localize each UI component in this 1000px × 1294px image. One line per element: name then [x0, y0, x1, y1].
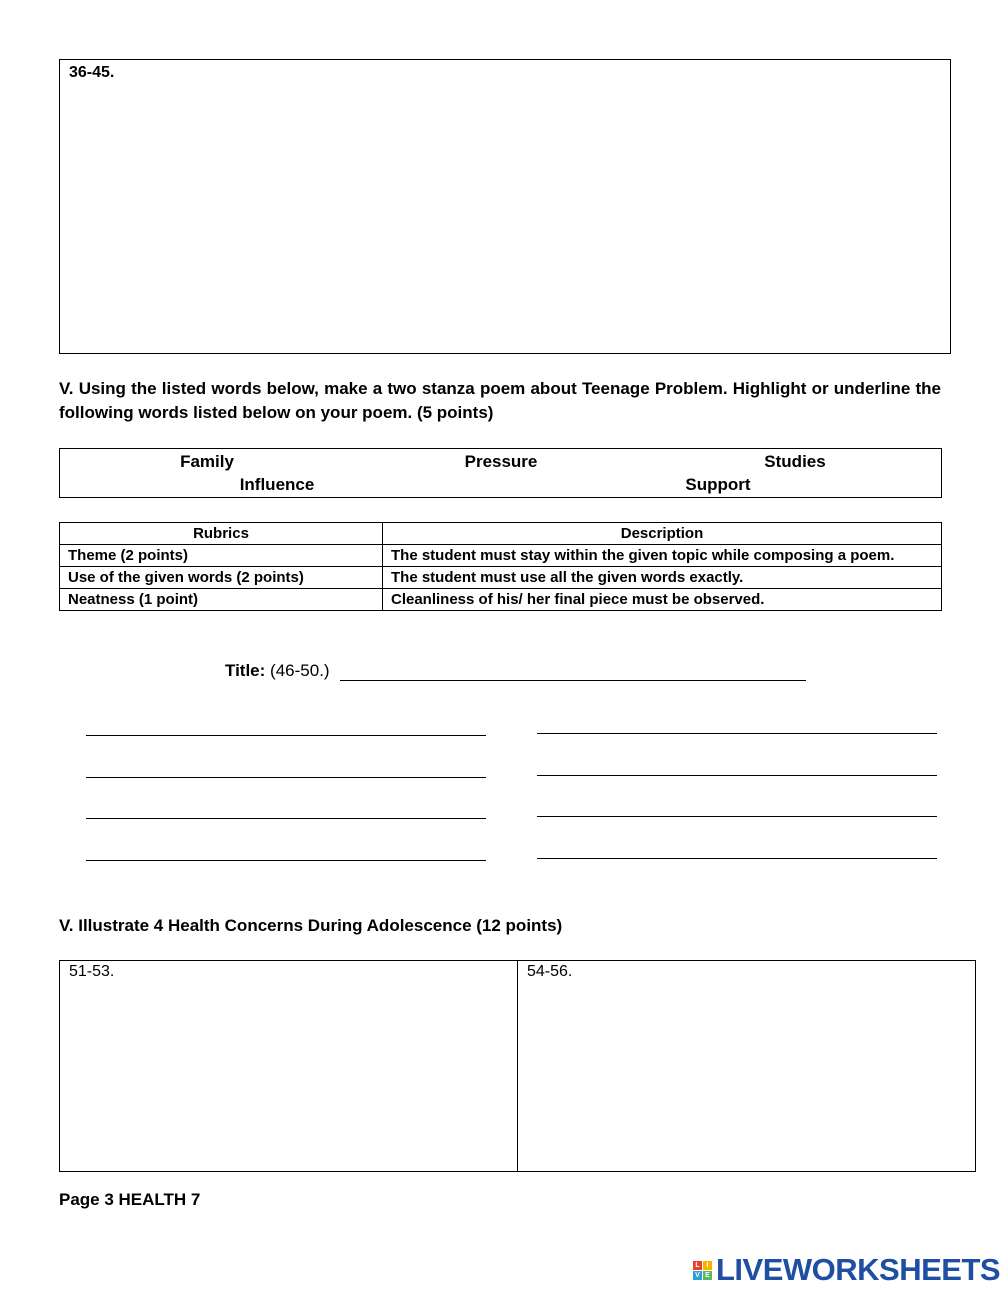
illustration-cell-51-53[interactable] — [60, 961, 518, 1171]
poem-title-label: Title: — [225, 661, 266, 680]
rubric-row — [60, 589, 942, 611]
poem-line-stanza2-3[interactable] — [537, 816, 937, 817]
poem-line-stanza1-1[interactable] — [86, 735, 486, 736]
logo-tile: L — [693, 1261, 702, 1270]
rubric-criterion: Theme (2 points) — [60, 545, 383, 567]
logo-tile: V — [693, 1271, 702, 1280]
liveworksheets-logo-icon — [693, 1261, 712, 1280]
word-support: Support — [685, 475, 751, 494]
poem-title-field — [225, 660, 806, 681]
section-v-instruction: V. Using the listed words below, make a two stanza poem about Teenage Problem. Highlight or underline the following words listed below on your poem. (5 points) — [59, 379, 941, 422]
rubric-criterion: Neatness (1 point) — [60, 589, 383, 611]
illustration-box — [59, 960, 976, 1172]
page-footer: Page 3 HEALTH 7 — [59, 1190, 201, 1209]
rubric-row — [60, 545, 942, 567]
liveworksheets-logo — [693, 1254, 1000, 1286]
illustration-cell-label: 54-56. — [527, 963, 573, 980]
word-studies: Studies — [764, 452, 826, 471]
poem-title-blank[interactable] — [340, 660, 806, 681]
poem-line-stanza2-2[interactable] — [537, 775, 937, 776]
poem-line-stanza1-3[interactable] — [86, 818, 486, 819]
poem-line-stanza1-4[interactable] — [86, 860, 486, 861]
rubric-header-rubrics: Rubrics — [60, 523, 383, 545]
rubric-criterion: Use of the given words (2 points) — [60, 567, 383, 589]
word-list-box — [59, 448, 942, 498]
illustration-cell-54-56[interactable] — [518, 961, 975, 1171]
answer-box-label: 36-45. — [69, 64, 115, 81]
poem-line-stanza2-1[interactable] — [537, 733, 937, 734]
section-v-illustrate-instruction: V. Illustrate 4 Health Concerns During Adolescence (12 points) — [59, 916, 563, 935]
poem-title-items: (46-50.) — [270, 661, 330, 680]
word-pressure: Pressure — [464, 452, 538, 471]
logo-tile: I — [703, 1261, 712, 1270]
illustration-cell-label: 51-53. — [69, 963, 115, 980]
liveworksheets-logo-text: LIVEWORKSHEETS — [716, 1252, 1000, 1287]
rubric-description: The student must stay within the given topic while composing a poem. — [383, 545, 942, 567]
rubric-table — [59, 522, 942, 611]
rubric-description: Cleanliness of his/ her final piece must be observed. — [383, 589, 942, 611]
word-influence: Influence — [239, 475, 315, 494]
word-family: Family — [180, 452, 234, 471]
rubric-header-row — [60, 523, 942, 545]
poem-line-stanza1-2[interactable] — [86, 777, 486, 778]
rubric-row — [60, 567, 942, 589]
poem-line-stanza2-4[interactable] — [537, 858, 937, 859]
rubric-header-description: Description — [383, 523, 942, 545]
rubric-description: The student must use all the given words exactly. — [383, 567, 942, 589]
answer-box-36-45[interactable] — [59, 59, 951, 354]
logo-tile: E — [703, 1271, 712, 1280]
